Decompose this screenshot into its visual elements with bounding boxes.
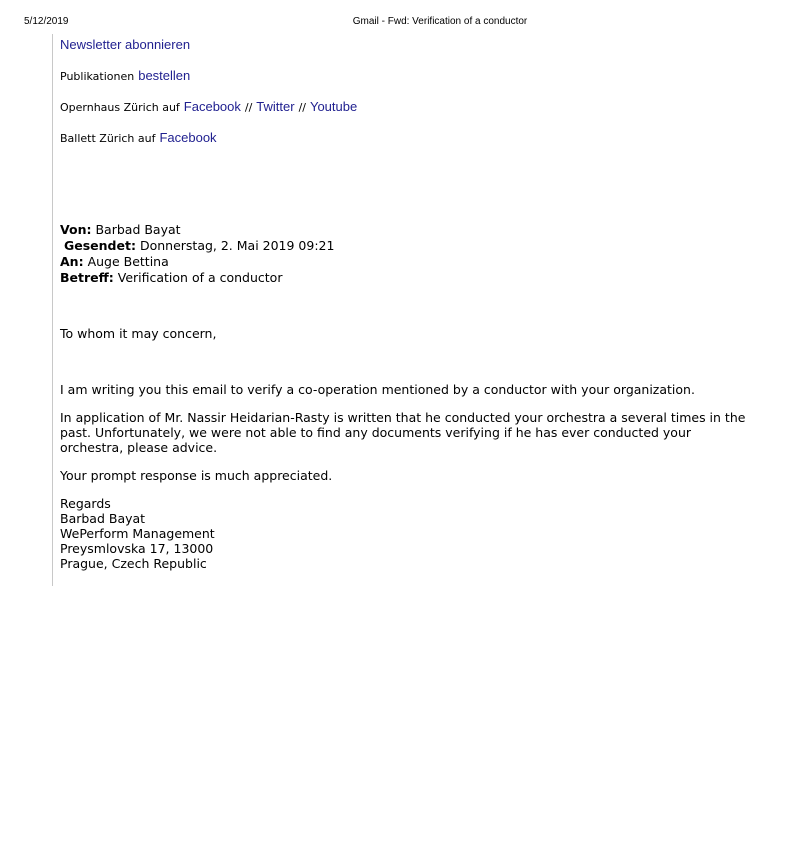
greeting: To whom it may concern, bbox=[60, 326, 217, 341]
body-paragraph: I am writing you this email to verify a co-operation mentioned by a conductor with your organization. bbox=[60, 382, 695, 397]
betreff-label: Betreff: bbox=[60, 270, 114, 285]
von-value: Barbad Bayat bbox=[95, 222, 181, 237]
publications-order-link[interactable]: bestellen bbox=[138, 68, 191, 83]
newsletter-line bbox=[60, 37, 190, 52]
print-header bbox=[0, 15, 799, 29]
signature-company: WePerform Management bbox=[60, 526, 215, 541]
newsletter-link[interactable]: Newsletter abonnieren bbox=[60, 37, 191, 52]
signature-name: Barbad Bayat bbox=[60, 511, 146, 526]
ballet-facebook-link[interactable]: Facebook bbox=[159, 130, 217, 145]
an-label: An: bbox=[60, 254, 84, 269]
body-paragraph: In application of Mr. Nassir Heidarian-Rasty is written that he conducted your orchestra a several times in the past. Unfortunately, we were not able to find any documents verifying if he has ever conducted your orchestra, please advice. bbox=[60, 410, 746, 455]
ballet-social-line bbox=[60, 130, 217, 146]
an-value: Auge Bettina bbox=[87, 254, 169, 269]
an-line bbox=[60, 254, 169, 269]
body-paragraph: Your prompt response is much appreciated. bbox=[60, 468, 333, 483]
von-label: Von: bbox=[60, 222, 92, 237]
ballet-prefix: Ballett Zürich auf bbox=[60, 132, 156, 145]
betreff-value: Verification of a conductor bbox=[117, 270, 283, 285]
signature-city: Prague, Czech Republic bbox=[60, 556, 207, 571]
signature-closing: Regards bbox=[60, 496, 111, 511]
print-date: 5/12/2019 bbox=[24, 16, 69, 27]
publications-line bbox=[60, 68, 190, 84]
von-line bbox=[60, 222, 181, 237]
print-title: Gmail - Fwd: Verification of a conductor bbox=[352, 16, 528, 27]
opera-twitter-link[interactable]: Twitter bbox=[256, 99, 295, 114]
separator: // bbox=[244, 101, 253, 114]
opera-youtube-link[interactable]: Youtube bbox=[309, 99, 358, 114]
opera-facebook-link[interactable]: Facebook bbox=[183, 99, 241, 114]
gesendet-line bbox=[64, 238, 334, 253]
quote-border bbox=[52, 34, 53, 586]
gesendet-label: Gesendet: bbox=[64, 238, 136, 253]
publications-prefix: Publikationen bbox=[60, 70, 135, 83]
signature-street: Preysmlovska 17, 13000 bbox=[60, 541, 214, 556]
betreff-line bbox=[60, 270, 282, 285]
opera-social-line bbox=[60, 99, 357, 115]
opera-prefix: Opernhaus Zürich auf bbox=[60, 101, 180, 114]
gesendet-value: Donnerstag, 2. Mai 2019 09:21 bbox=[139, 238, 335, 253]
separator: // bbox=[298, 101, 306, 114]
